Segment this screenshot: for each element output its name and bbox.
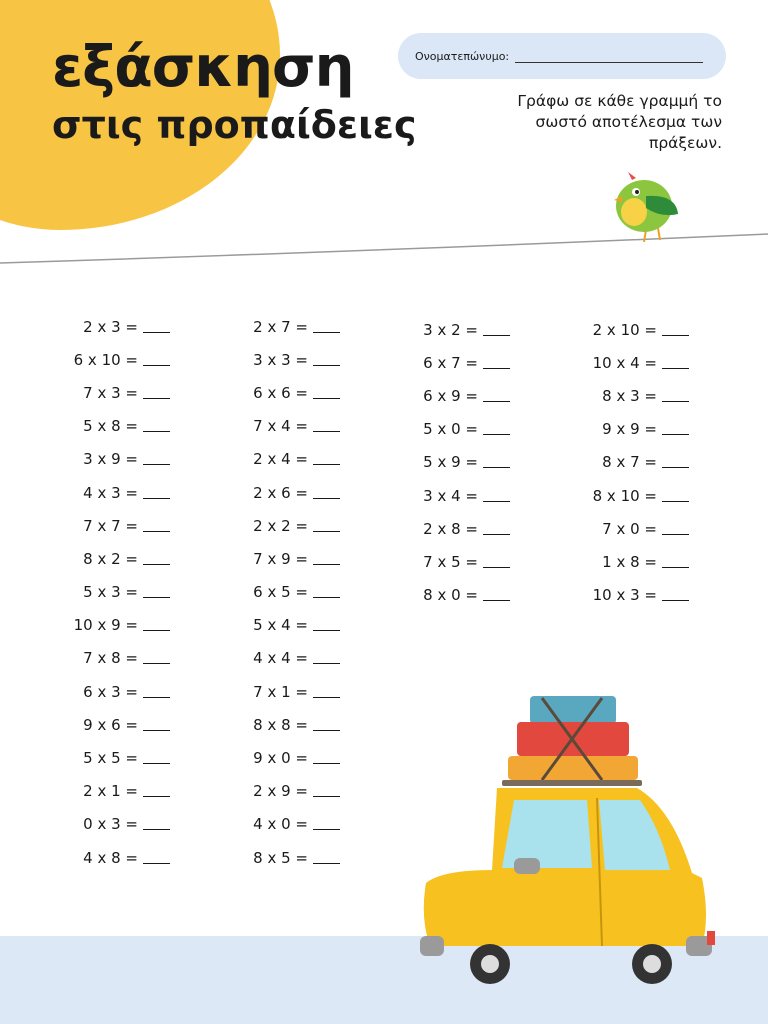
problem-row <box>40 410 170 443</box>
problem-expression: 8 x 8 = <box>253 715 308 734</box>
answer-blank[interactable] <box>483 589 510 601</box>
problem-row <box>210 376 340 409</box>
problem-row <box>380 346 510 379</box>
answer-blank[interactable] <box>313 785 340 797</box>
answer-blank[interactable] <box>313 686 340 698</box>
problem-expression: 5 x 9 = <box>423 453 478 472</box>
problem-expression: 2 x 3 = <box>83 317 138 336</box>
answer-blank[interactable] <box>313 420 340 432</box>
problem-column-4 <box>548 313 689 612</box>
answer-blank[interactable] <box>313 453 340 465</box>
problem-row <box>548 313 689 346</box>
problem-expression: 10 x 3 = <box>592 586 657 605</box>
problem-row <box>40 609 170 642</box>
problem-expression: 2 x 4 = <box>253 450 308 469</box>
problem-row <box>380 446 510 479</box>
problem-row <box>548 579 689 612</box>
answer-blank[interactable] <box>662 357 689 369</box>
problem-expression: 4 x 3 = <box>83 483 138 502</box>
answer-blank[interactable] <box>143 752 170 764</box>
answer-blank[interactable] <box>483 423 510 435</box>
answer-blank[interactable] <box>143 586 170 598</box>
problem-expression: 2 x 1 = <box>83 782 138 801</box>
problem-row <box>40 675 170 708</box>
problem-row <box>210 775 340 808</box>
answer-blank[interactable] <box>662 390 689 402</box>
problem-row <box>40 576 170 609</box>
answer-blank[interactable] <box>143 487 170 499</box>
problem-expression: 5 x 8 = <box>83 417 138 436</box>
problem-expression: 8 x 0 = <box>423 586 478 605</box>
answer-blank[interactable] <box>313 619 340 631</box>
problem-expression: 2 x 8 = <box>423 519 478 538</box>
problem-expression: 1 x 8 = <box>602 552 657 571</box>
problem-row <box>210 476 340 509</box>
problem-column-1 <box>40 310 170 874</box>
problem-row <box>40 443 170 476</box>
problem-row <box>40 542 170 575</box>
problem-expression: 2 x 9 = <box>253 782 308 801</box>
problem-expression: 9 x 9 = <box>602 420 657 439</box>
problem-expression: 3 x 4 = <box>423 486 478 505</box>
page-subtitle: στις προπαίδειες <box>52 103 417 147</box>
problem-row <box>548 446 689 479</box>
problem-row <box>380 413 510 446</box>
problem-row <box>40 642 170 675</box>
problem-expression: 8 x 10 = <box>592 486 657 505</box>
problem-expression: 7 x 5 = <box>423 552 478 571</box>
answer-blank[interactable] <box>662 324 689 336</box>
problem-row <box>40 741 170 774</box>
problem-row <box>380 545 510 578</box>
answer-blank[interactable] <box>313 520 340 532</box>
answer-blank[interactable] <box>483 324 510 336</box>
answer-blank[interactable] <box>313 752 340 764</box>
problem-row <box>210 642 340 675</box>
problem-expression: 6 x 9 = <box>423 386 478 405</box>
answer-blank[interactable] <box>143 686 170 698</box>
problem-row <box>40 476 170 509</box>
answer-blank[interactable] <box>143 619 170 631</box>
problem-row <box>380 579 510 612</box>
problem-row <box>40 808 170 841</box>
problem-row <box>210 343 340 376</box>
problem-expression: 2 x 7 = <box>253 317 308 336</box>
problem-row <box>40 376 170 409</box>
problem-expression: 5 x 0 = <box>423 420 478 439</box>
problem-row <box>40 509 170 542</box>
problem-expression: 0 x 3 = <box>83 815 138 834</box>
problem-expression: 7 x 4 = <box>253 417 308 436</box>
problem-row <box>380 512 510 545</box>
name-blank-line[interactable] <box>515 50 703 63</box>
problem-expression: 8 x 2 = <box>83 549 138 568</box>
answer-blank[interactable] <box>143 652 170 664</box>
answer-blank[interactable] <box>313 652 340 664</box>
answer-blank[interactable] <box>143 520 170 532</box>
answer-blank[interactable] <box>313 487 340 499</box>
problem-row <box>210 808 340 841</box>
problem-expression: 3 x 2 = <box>423 320 478 339</box>
problem-row <box>210 841 340 874</box>
problem-column-2 <box>210 310 340 874</box>
answer-blank[interactable] <box>143 553 170 565</box>
problem-row <box>210 576 340 609</box>
answer-blank[interactable] <box>313 553 340 565</box>
answer-blank[interactable] <box>143 785 170 797</box>
answer-blank[interactable] <box>313 818 340 830</box>
problem-expression: 5 x 4 = <box>253 616 308 635</box>
answer-blank[interactable] <box>483 523 510 535</box>
problem-row <box>210 675 340 708</box>
answer-blank[interactable] <box>483 390 510 402</box>
answer-blank[interactable] <box>313 719 340 731</box>
problem-row <box>40 841 170 874</box>
problem-expression: 3 x 3 = <box>253 350 308 369</box>
name-label: Ονοματεπώνυμο: <box>415 49 510 63</box>
answer-blank[interactable] <box>143 818 170 830</box>
problem-row <box>210 509 340 542</box>
answer-blank[interactable] <box>313 387 340 399</box>
bird-icon <box>606 166 686 246</box>
problem-expression: 4 x 8 = <box>83 848 138 867</box>
problem-expression: 8 x 7 = <box>602 453 657 472</box>
problem-row <box>40 775 170 808</box>
problem-expression: 6 x 10 = <box>73 350 138 369</box>
problem-expression: 4 x 4 = <box>253 649 308 668</box>
problem-row <box>210 609 340 642</box>
answer-blank[interactable] <box>662 556 689 568</box>
problem-row <box>548 479 689 512</box>
problem-row <box>380 313 510 346</box>
problem-row <box>548 512 689 545</box>
answer-blank[interactable] <box>483 556 510 568</box>
problem-expression: 4 x 0 = <box>253 815 308 834</box>
problem-row <box>548 545 689 578</box>
problem-expression: 6 x 6 = <box>253 383 308 402</box>
problem-row <box>210 410 340 443</box>
problem-expression: 6 x 3 = <box>83 682 138 701</box>
problem-row <box>380 479 510 512</box>
answer-blank[interactable] <box>662 523 689 535</box>
problem-expression: 2 x 6 = <box>253 483 308 502</box>
answer-blank[interactable] <box>483 490 510 502</box>
problem-row <box>40 708 170 741</box>
problem-row <box>40 343 170 376</box>
problem-row <box>548 413 689 446</box>
problem-row <box>210 443 340 476</box>
answer-blank[interactable] <box>143 420 170 432</box>
name-field[interactable] <box>398 33 726 79</box>
answer-blank[interactable] <box>662 490 689 502</box>
problem-expression: 9 x 0 = <box>253 749 308 768</box>
problem-expression: 7 x 0 = <box>602 519 657 538</box>
problem-expression: 7 x 8 = <box>83 649 138 668</box>
car-with-luggage-icon <box>402 688 722 988</box>
answer-blank[interactable] <box>313 354 340 366</box>
answer-blank[interactable] <box>313 852 340 864</box>
answer-blank[interactable] <box>143 321 170 333</box>
problem-row <box>380 379 510 412</box>
problem-expression: 10 x 4 = <box>592 353 657 372</box>
problem-expression: 9 x 6 = <box>83 715 138 734</box>
instructions-text: Γράφω σε κάθε γραμμή το σωστό αποτέλεσμα των πράξεων. <box>517 92 722 152</box>
problem-expression: 3 x 9 = <box>83 450 138 469</box>
problem-expression: 6 x 5 = <box>253 583 308 602</box>
problem-row <box>210 741 340 774</box>
problem-expression: 8 x 3 = <box>602 386 657 405</box>
answer-blank[interactable] <box>143 453 170 465</box>
page-title: εξάσκηση <box>52 35 354 100</box>
answer-blank[interactable] <box>483 357 510 369</box>
problem-row <box>210 708 340 741</box>
problem-row <box>210 542 340 575</box>
problem-expression: 10 x 9 = <box>73 616 138 635</box>
answer-blank[interactable] <box>662 423 689 435</box>
problem-expression: 2 x 2 = <box>253 516 308 535</box>
problem-expression: 7 x 7 = <box>83 516 138 535</box>
problem-expression: 7 x 1 = <box>253 682 308 701</box>
problem-expression: 6 x 7 = <box>423 353 478 372</box>
problem-column-3 <box>380 313 510 612</box>
problem-row <box>548 346 689 379</box>
problem-expression: 2 x 10 = <box>592 320 657 339</box>
answer-blank[interactable] <box>143 719 170 731</box>
problem-expression: 5 x 5 = <box>83 749 138 768</box>
answer-blank[interactable] <box>313 321 340 333</box>
answer-blank[interactable] <box>662 589 689 601</box>
answer-blank[interactable] <box>313 586 340 598</box>
problem-expression: 7 x 9 = <box>253 549 308 568</box>
problem-row <box>548 379 689 412</box>
problem-row <box>40 310 170 343</box>
answer-blank[interactable] <box>483 456 510 468</box>
answer-blank[interactable] <box>662 456 689 468</box>
problem-expression: 8 x 5 = <box>253 848 308 867</box>
problem-row <box>210 310 340 343</box>
problem-expression: 5 x 3 = <box>83 583 138 602</box>
answer-blank[interactable] <box>143 852 170 864</box>
answer-blank[interactable] <box>143 354 170 366</box>
answer-blank[interactable] <box>143 387 170 399</box>
problem-expression: 7 x 3 = <box>83 383 138 402</box>
